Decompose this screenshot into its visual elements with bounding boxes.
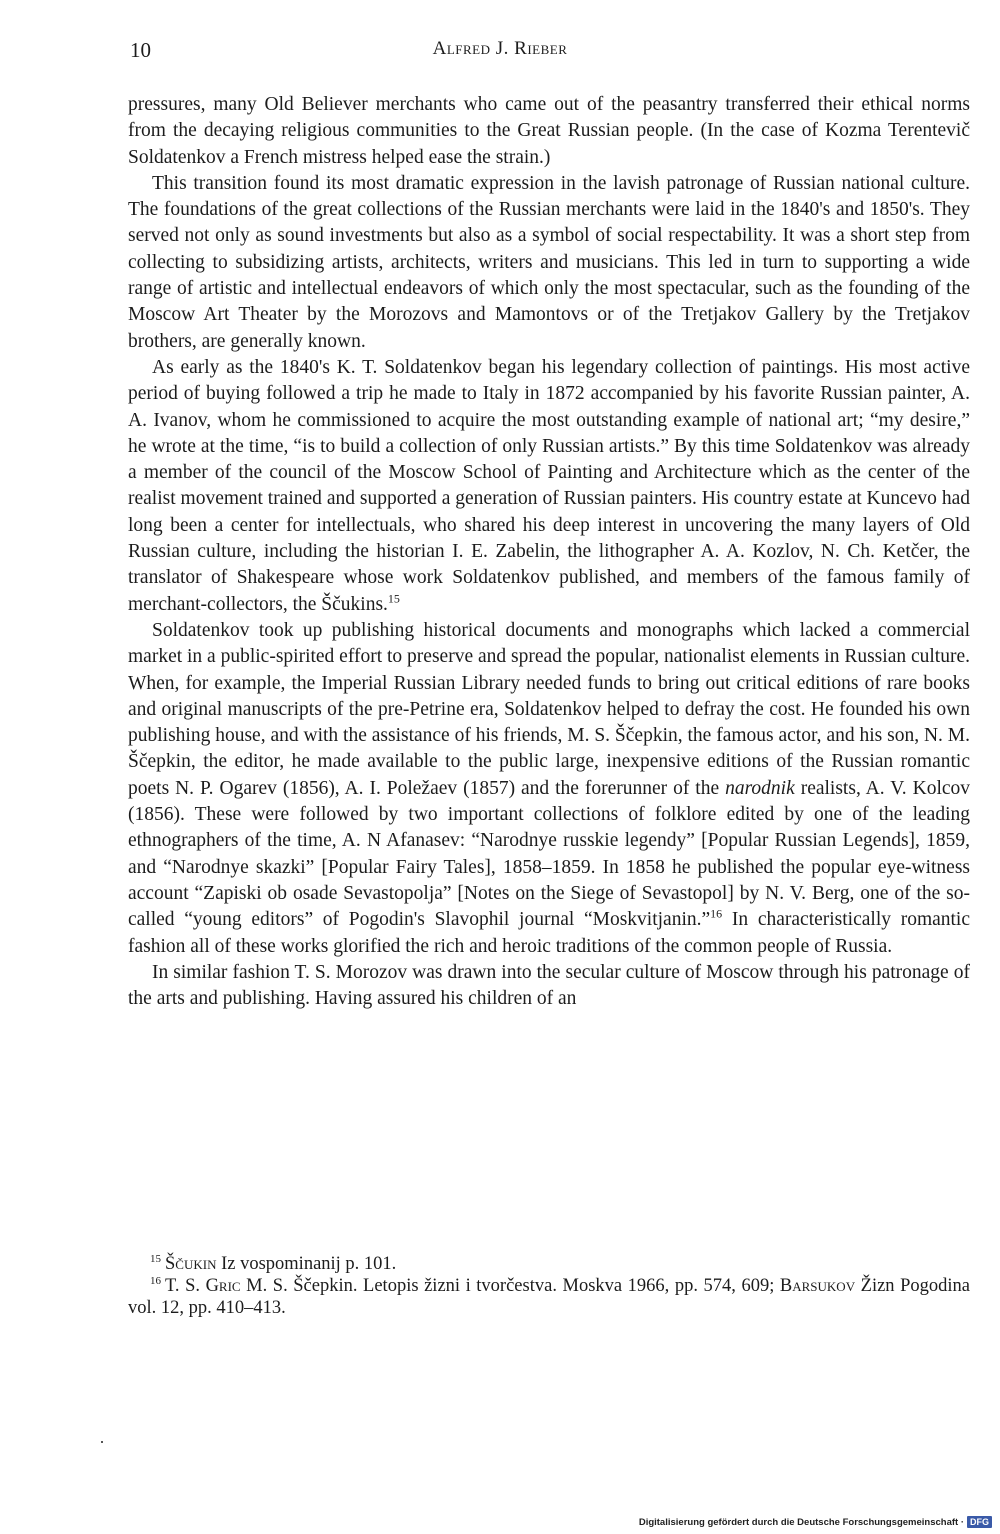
footnote-mark: 15 <box>150 1252 161 1265</box>
paragraph-text: realists, A. V. Kolcov (1856). These were followed by two important collections of folklore edited by one of the leading ethnographers of the time, A. N Afanasev: “Narodnye russkie legendy” [Popular Russian Legends], 1859, and “Narodnye skazki” [Popular Fairy Tales], 1858–1859. In 1858 he published the popular eye-witness account “Zapiski ob osade Sevastopolja” [Notes on the Siege of Sevastopol] by N. V. Berg, one of the so-called “young editors” of Pogodin's Slavophil journal “Moskvitjanin.” <box>128 777 971 931</box>
italic-term: narodnik <box>725 777 795 799</box>
paragraph-text: Soldatenkov took up publishing historical documents and monographs which lacked a commercial market in a public-spirited effort to preserve and spread the popular, nationalist elements in Russian culture. When, for example, the Imperial Russian Library needed funds to bring out critical editions of rare books and original manuscripts of the pre-Petrine era, Soldatenkov helped to defray the cost. He founded his own publishing house, and with the assistance of his friends, M. S. Ščepkin, the famous actor, and his son, N. M. Ščepkin, the editor, he made available to the public large, inexpensive editions of the Russian romantic poets N. P. Ogarev (1856), A. I. Poležaev (1857) and the forerunner of the <box>128 619 970 799</box>
footnote-author: Barsukov <box>779 1276 856 1296</box>
footnote-reference[interactable]: 16 <box>710 906 723 921</box>
credit-text: Digitalisierung gefördert durch die Deutsche Forschungsgemeinschaft · <box>638 1516 964 1528</box>
footnote-text: Žizn Pogodina vol. 12, pp. 410–413. <box>128 1276 970 1318</box>
paragraph-text: As early as the 1840's K. T. Soldatenkov began his legendary collection of paintings. His most active period of buying followed a trip he made to Italy in 1872 accompanied by his favorite Russian painter, A. A. Ivanov, whom he commissioned to acquire the most outstanding example of national art; “my desire,” he wrote at the time, “is to build a collection of only Russian artists.” By this time Soldatenkov was already a member of the council of the Moscow School of Painting and Architecture which as the center of the realist movement trained and supported a generation of Russian painters. His country estate at Kuncevo had long been a center for intellectuals, who shared his deep interest in uncovering the many layers of Old Russian culture, including the historian I. E. Zabelin, the lithographer A. A. Kozlov, N. Ch. Ketčer, the translator of Shakespeare whose work Soldatenkov published, and members of the famous family of merchant-collectors, the Ščukins. <box>128 356 970 615</box>
page-number: 10 <box>130 38 151 62</box>
body-text <box>128 92 970 1012</box>
paragraph <box>128 355 970 618</box>
paragraph <box>128 618 970 960</box>
footnote-text: M. S. Ščepkin. Letopis žizni i tvorčestva. Moskva 1966, pp. 574, 609; <box>240 1276 780 1296</box>
digitization-credit <box>639 1516 992 1528</box>
dfg-logo-icon: DFG <box>967 1516 992 1528</box>
paragraph: In similar fashion T. S. Morozov was drawn into the secular culture of Moscow through his patronage of the arts and publishing. Having assured his children of an <box>128 961 970 1010</box>
footnote-mark: 16 <box>150 1274 161 1287</box>
footnote-text: Iz vospominanij p. 101. <box>216 1254 397 1274</box>
paragraph: pressures, many Old Believer merchants who came out of the peasantry transferred their ethical norms from the decaying religious communities to the Great Russian people. (In the case of Kozma Terentevič Soldatenkov a French mistress helped ease the strain.) <box>128 94 970 168</box>
paragraph: This transition found its most dramatic expression in the lavish patronage of Russian national culture. The foundations of the great collections of the Russian merchants were laid in the 1840's and 1850's. They served not only as sound investments but also as a symbol of social respectability. It was a short step from collecting to subsidizing artists, architects, writers and musicians. This led in turn to supporting a wide range of artistic and intellectual endeavors of which only the most spectacular, such as the founding of the Moscow Art Theater by the Morozovs and Mamontovs or of the Tretjakov Gallery by the Tretjakov brothers, are generally known. <box>128 172 970 352</box>
footnote-author: Ščukin <box>165 1254 217 1274</box>
footnote-reference[interactable]: 15 <box>387 591 400 606</box>
footnotes <box>128 1253 970 1319</box>
footnote <box>128 1275 970 1319</box>
footnote-author: T. S. Gric <box>165 1276 241 1296</box>
scan-speck <box>101 1441 103 1443</box>
footnote <box>128 1253 970 1275</box>
running-head: Alfred J. Rieber <box>432 38 568 59</box>
paragraph-text: In characteristically romantic fashion all of these works glorified the rich and heroic traditions of the common people of Russia. <box>128 909 971 957</box>
